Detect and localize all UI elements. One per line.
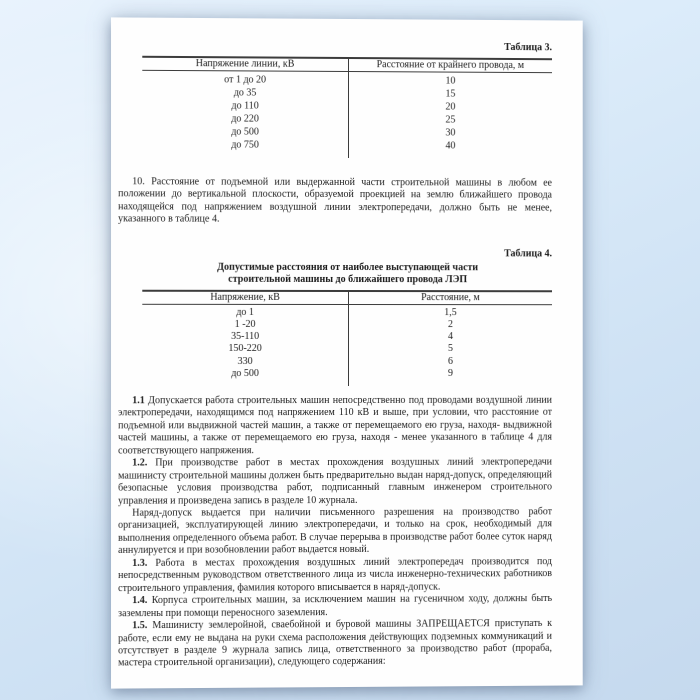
paragraph-10 [118, 176, 552, 227]
table-row [142, 304, 552, 319]
column-header: Расстояние от крайнего провода, м [348, 58, 552, 72]
table-cell: 9 [447, 367, 453, 379]
table-cell: 1,5 [444, 306, 457, 318]
paragraph-number: 1.3. [132, 557, 156, 569]
table4-body [142, 304, 552, 386]
table-cell: 35-110 [142, 331, 348, 343]
table-cell: до 500 [142, 125, 348, 139]
paragraph-number: 1.1 [132, 395, 149, 407]
table-cell: 150-220 [142, 343, 348, 355]
table4-title-line2: строительной машины до ближайшего провода ЛЭП [228, 273, 468, 285]
table-cell: 10 [445, 75, 456, 87]
table-row [142, 356, 552, 368]
table-row [142, 343, 552, 355]
column-header: Напряжение линии, кВ [142, 57, 348, 71]
table-cell: 6 [447, 355, 453, 367]
table4-caption: Таблица 4. [504, 248, 553, 260]
table4-voltage-distance [142, 290, 552, 386]
table-cell: 2 [447, 318, 453, 330]
body-paragraph: 1.4. Корпуса строительных машин, за исключением машин на гусеничном ходу, должны быть заземлены при помощи переносного заземления. [118, 593, 553, 619]
body-paragraph: 1.1 Допускается работа строительных машин непосредственно под проводами воздушной линии электропередачи, находящимся под напряжением 110 кВ и выше, при условии, что расстояние от подъемной или выдвижной частей машин, а также от перемещаемого ею груза, находя- выдвижной частей машины, а также от перемещаемого ею груза, находя - менее указанного в таблице 4 для соответствующего напряжения. [118, 394, 553, 457]
body-paragraph: Наряд-допуск выдается при наличии письменного разрешения на производство работ организацией, эксплуатирующей линию электропередачи, и только на срок, необходимый для выполнения определенного объема работ. В случае перерыва в производстве работ более суток наряд аннулируется и при возобновлении работ выдается новый. [118, 506, 553, 557]
body-paragraph: 1.2. При производстве работ в местах прохождения воздушных линий электропередачи машинисту строительной машины должен быть предварительно выдан наряд-допуск, определяющий безопасные условия производства работ, подписанный главным инженером строительного управления и произведена запись в разделе 10 журнала. [118, 456, 553, 507]
table4-title-line1: Допустимые расстояния от наиболее выступающей части [217, 261, 479, 274]
column-header: Расстояние, м [348, 291, 552, 304]
document-page [111, 17, 583, 688]
table4-header [142, 291, 552, 304]
table4-title [142, 262, 552, 286]
table3-caption: Таблица 3. [504, 41, 553, 54]
table-cell: 40 [445, 140, 456, 152]
table-cell: 5 [447, 343, 453, 355]
table-row [142, 138, 552, 159]
column-header: Напряжение, кВ [142, 291, 348, 304]
table3-body [142, 70, 552, 158]
table-cell: 330 [142, 356, 348, 368]
table-cell: 15 [445, 88, 456, 100]
table-cell: 25 [445, 114, 456, 126]
table-header-row [142, 291, 552, 304]
table-cell: до 750 [142, 138, 348, 158]
paragraph-number: 1.2. [132, 457, 156, 469]
table-cell: до 220 [142, 112, 348, 126]
table-row [142, 368, 552, 386]
document-paragraphs [118, 395, 552, 671]
table-row [142, 331, 552, 343]
table-cell: 20 [445, 101, 456, 113]
table-cell: до 110 [142, 99, 348, 113]
table-cell: 4 [447, 331, 453, 343]
document-content [111, 17, 583, 670]
table-cell: до 500 [142, 368, 348, 386]
body-paragraph: 1.3. Работа в местах прохождения воздушных линий электропередач производится под непосредственным руководством ответственного лица из числа инженерно-технических работников строительного управления, фамилия которого вписывается в наряд-допуск. [118, 555, 553, 594]
table-cell: до 1 [142, 304, 348, 319]
table3-voltage-distance [142, 56, 552, 159]
table-cell: до 35 [142, 86, 348, 100]
paragraph-number: 1.5. [132, 620, 153, 632]
table-cell: 30 [445, 127, 456, 139]
table-row [142, 319, 552, 331]
table-cell: от 1 до 20 [142, 70, 348, 87]
body-paragraph: 1.5. Машинисту землеройной, сваебойной и буровой машины ЗАПРЕЩАЕТСЯ приступать к работе, если ему не выдана на руки схема расположения действующих подземных коммуникаций и отсутствует в разделе 9 журнала запись лица, ответственного за производство работ (прораба, мастера строительной организации), следующего содержания: [118, 617, 553, 669]
paragraph-number: 1.4. [132, 595, 152, 607]
table-cell: 1 -20 [142, 319, 348, 331]
paragraph-10-text: 10. Расстояние от подъемной или выдержанной части строительной машины в любом ее положении до вертикальной плоскости, образуемой проекцией на землю ближайшего провода находящейся под напряжением воздушной линии электропередачи, должно быть не менее, указанного в таблице 4. [118, 176, 553, 225]
